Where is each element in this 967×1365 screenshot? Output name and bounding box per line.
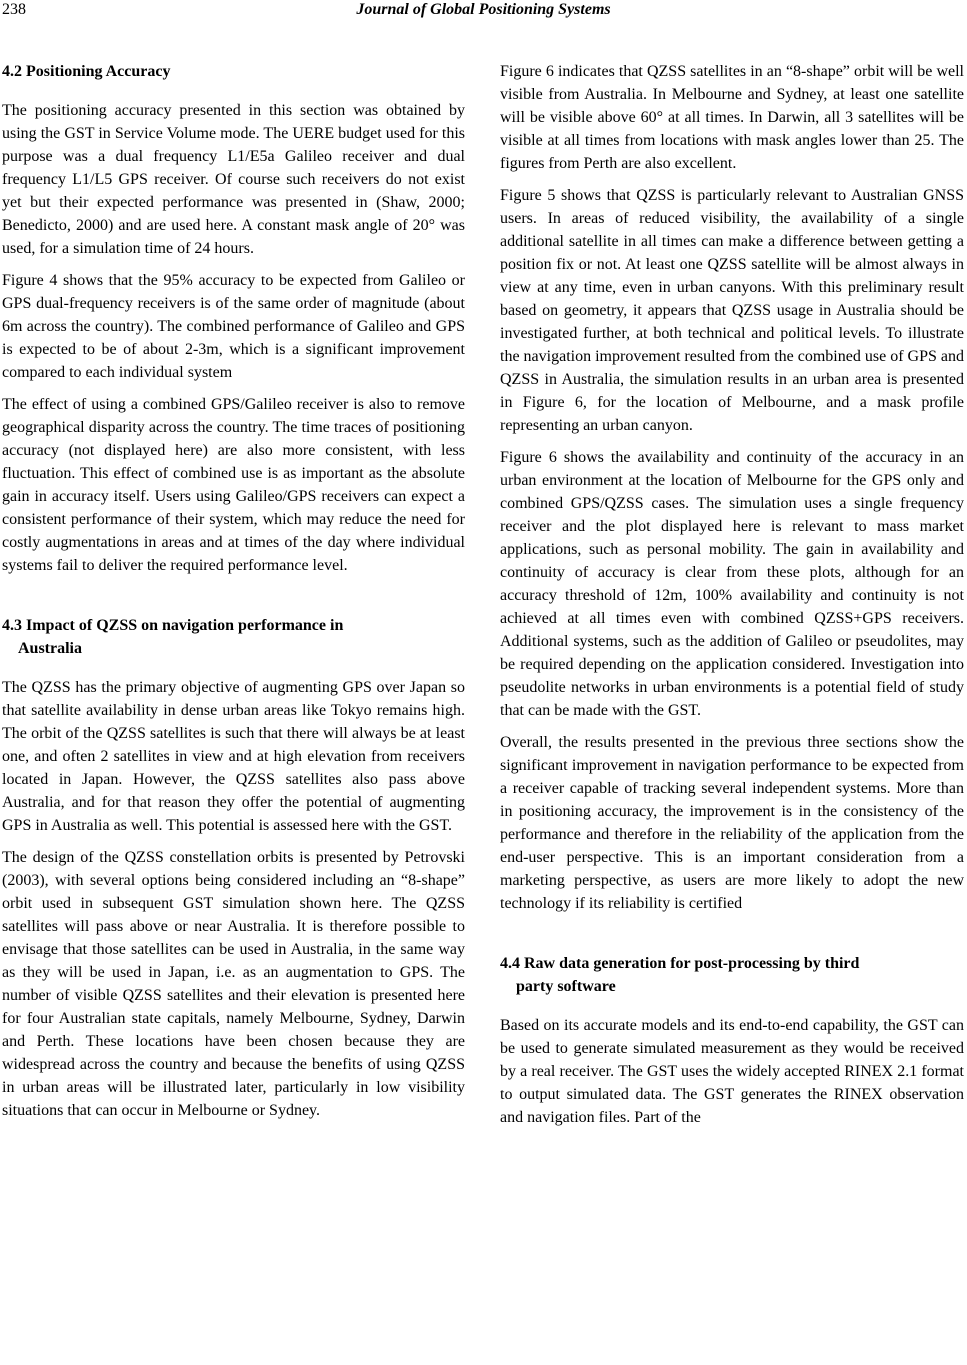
section-4-3-heading-line1: 4.3 Impact of QZSS on navigation performance in [2, 617, 344, 634]
paragraph: Figure 4 shows that the 95% accuracy to be expected from Galileo or GPS dual-frequency receivers is of the same order of magnitude (about 6m across the country). The combined performance of Galileo and GPS is expected to be of about 2-3m, which is a significant improvement compared to each individual system [2, 272, 465, 381]
left-column [2, 60, 465, 1131]
page-number: 238 [2, 1, 26, 18]
paragraph: The design of the QZSS constellation orbits is presented by Petrovski (2003), with several options being considered including an “8-shape” orbit used in subsequent GST simulation shown here. The QZSS satellites will pass above or near Australia. It is therefore possible to envisage that those satellites can be used in Australia, in the same way as they will be used in Japan, i.e. as an augmentation to GPS. The number of visible QZSS satellites and their elevation is presented here for four Australian state capitals, namely Melbourne, Sydney, Darwin and Perth. These locations have been chosen because they are widespread across the country and because the benefits of using QZSS in urban areas will be illustrated later, particularly in low visibility situations that can occur in Melbourne or Sydney. [2, 849, 465, 1119]
section-4-4-heading-line2: party software [516, 978, 616, 995]
paragraph: The QZSS has the primary objective of augmenting GPS over Japan so that satellite availability in dense urban areas like Tokyo remains high. The orbit of the QZSS satellites is such that there will always be at least one, and often 2 satellites in view and at high elevation from receivers located in Japan. However, the QZSS satellites also pass above Australia, and for that reason they offer the potential of augmenting GPS in Australia as well. This potential is assessed here with the GST. [2, 679, 465, 834]
paragraph: Based on its accurate models and its end-to-end capability, the GST can be used to generate simulated measurement as they would be received by a real receiver. The GST uses the widely accepted RINEX 2.1 format to output simulated data. The GST generates the RINEX observation and navigation files. Part of the [500, 1017, 964, 1126]
page-header [0, 0, 967, 30]
section-4-3-heading [2, 614, 465, 660]
section-4-4-heading [500, 952, 964, 998]
section-4-4-heading-line1: 4.4 Raw data generation for post-processing by third [500, 955, 860, 972]
paragraph: Figure 6 shows the availability and continuity of the accuracy in an urban environment at the location of Melbourne for the GPS only and combined GPS/QZSS cases. The simulation uses a single frequency receiver and the plot displayed here is relevant to mass market applications, such as personal mobility. The gain in availability and continuity of accuracy is clear from these plots, although for an accuracy threshold of 12m, 100% availability and continuity is not achieved at all times even with combined QZSS+GPS receivers. Additional systems, such as the addition of Galileo or pseudolites, may be required depending on the application considered. Investigation into pseudolite networks in urban environments is a potential field of study that can be made with the GST. [500, 449, 964, 719]
paragraph: Figure 5 shows that QZSS is particularly relevant to Australian GNSS users. In areas of reduced visibility, the availability of a single additional satellite in all times can make a difference between getting a position fix or not. At least one QZSS satellite will be almost always in view at any time, even in urban canyons. With this preliminary result based on geometry, it appears that QZSS usage in Australia should be investigated further, at both technical and political levels. To illustrate the navigation improvement resulted from the combined use of GPS and QZSS in Australia, the simulation results in an urban area is presented in Figure 6, for the location of Melbourne, and a mask profile representing an urban canyon. [500, 187, 964, 434]
paragraph: Overall, the results presented in the previous three sections show the significant improvement in navigation performance to be expected from a receiver capable of tracking several independent systems. More than in positioning accuracy, the improvement is in the consistency of the performance and therefore in the reliability of the application from the end-user perspective. This is an important consideration from a marketing perspective, as users are more likely to adopt the new technology if its reliability is certified [500, 734, 964, 912]
section-spacer [2, 586, 465, 614]
right-column [500, 60, 964, 1138]
journal-title: Journal of Global Positioning Systems [356, 1, 611, 18]
section-4-2-heading: 4.2 Positioning Accuracy [2, 63, 171, 80]
paragraph: The effect of using a combined GPS/Galileo receiver is also to remove geographical disparity across the country. The time traces of positioning accuracy (not displayed here) are also more consistent, with less fluctuation. This effect of combined use is as important as the absolute gain in accuracy itself. Users using Galileo/GPS receivers can expect a consistent performance of their system, which may reduce the need for costly augmentations in areas and at times of the day where individual systems fail to deliver the required performance level. [2, 396, 465, 574]
section-spacer [500, 924, 964, 952]
paragraph: The positioning accuracy presented in this section was obtained by using the GST in Service Volume mode. The UERE budget used for this purpose was a dual frequency L1/E5a Galileo receiver and dual frequency L1/L5 GPS receiver. Of course such receivers do not exist yet but their expected performance was presented in (Shaw, 2000; Benedicto, 2000) and are used here. A constant mask angle of 20° was used, for a simulation time of 24 hours. [2, 102, 465, 257]
section-4-3-heading-line2: Australia [18, 640, 82, 657]
paragraph: Figure 6 indicates that QZSS satellites in an “8-shape” orbit will be well visible from Australia. In Melbourne and Sydney, at least one satellite will be visible above 60° at all times. In Darwin, all 3 satellites will be visible at all times from locations with mask angles lower than 25. The figures from Perth are also excellent. [500, 63, 964, 172]
